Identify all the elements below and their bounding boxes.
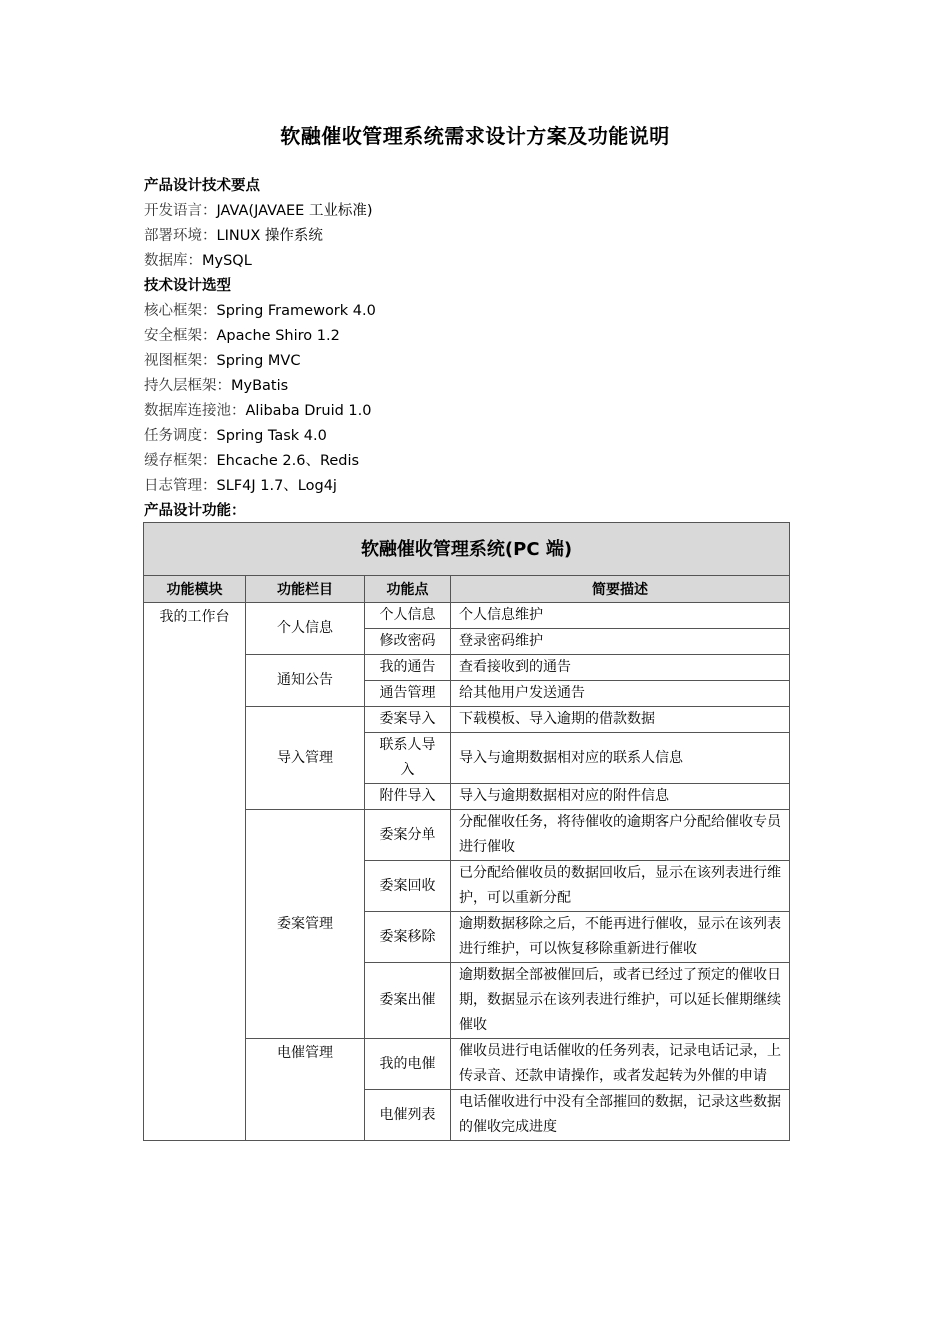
tech-item-value: Spring MVC (216, 353, 301, 369)
functions-heading: 产品设计功能： (144, 503, 246, 519)
tech-item (144, 349, 804, 374)
point-cell: 委案出催 (365, 963, 451, 1039)
header-module: 功能模块 (144, 576, 246, 603)
description-cell: 给其他用户发送通告 (451, 681, 790, 707)
tech-item-label: 日志管理： (144, 478, 217, 494)
tech-item (144, 424, 804, 449)
header-description: 简要描述 (451, 576, 790, 603)
description-cell: 已分配给催收员的数据回收后，显示在该列表进行维护，可以重新分配 (451, 861, 790, 912)
tech-selection-heading: 技术设计选型 (144, 278, 231, 294)
description-cell: 导入与逾期数据相对应的附件信息 (451, 784, 790, 810)
deploy-env-label: 部署环境： (144, 228, 217, 244)
tech-item (144, 374, 804, 399)
description-cell: 电话催收进行中没有全部摧回的数据，记录这些数据的催收完成进度 (451, 1090, 790, 1141)
database-label: 数据库： (144, 253, 202, 269)
point-cell: 我的电催 (365, 1039, 451, 1090)
tech-points-heading: 产品设计技术要点 (144, 178, 260, 194)
description-cell: 登录密码维护 (451, 629, 790, 655)
tech-item-label: 安全框架： (144, 328, 217, 344)
column-cell: 通知公告 (246, 655, 365, 707)
database-value: MySQL (202, 253, 252, 269)
tech-item-value: Alibaba Druid 1.0 (245, 403, 372, 419)
tech-spec-section (144, 174, 804, 524)
tech-item-value: Apache Shiro 1.2 (216, 328, 340, 344)
column-cell: 个人信息 (246, 603, 365, 655)
database-line (144, 249, 804, 274)
tech-item-label: 缓存框架： (144, 453, 217, 469)
description-cell: 下载模板、导入逾期的借款数据 (451, 707, 790, 733)
point-cell: 委案分单 (365, 810, 451, 861)
dev-language-label: 开发语言： (144, 203, 217, 219)
tech-item (144, 299, 804, 324)
tech-item-value: Ehcache 2.6、Redis (216, 453, 360, 469)
tech-item-label: 持久层框架： (144, 378, 231, 394)
tech-item (144, 399, 804, 424)
point-cell: 附件导入 (365, 784, 451, 810)
point-cell: 修改密码 (365, 629, 451, 655)
table-title: 软融催收管理系统(PC 端) (144, 523, 790, 576)
column-cell: 委案管理 (246, 810, 365, 1039)
table-row (144, 603, 790, 629)
description-cell: 催收员进行电话催收的任务列表，记录电话记录，上传录音、还款申请操作，或者发起转为外催的申请 (451, 1039, 790, 1090)
tech-item (144, 449, 804, 474)
column-cell: 电催管理 (246, 1039, 365, 1141)
deploy-env-value: LINUX 操作系统 (216, 228, 323, 244)
tech-item-label: 核心框架： (144, 303, 217, 319)
tech-item-label: 任务调度： (144, 428, 217, 444)
tech-item-value: Spring Framework 4.0 (216, 303, 376, 319)
function-table (143, 522, 790, 1141)
point-cell: 委案导入 (365, 707, 451, 733)
header-column: 功能栏目 (246, 576, 365, 603)
point-cell: 个人信息 (365, 603, 451, 629)
description-cell: 逾期数据移除之后，不能再进行催收，显示在该列表进行维护，可以恢复移除重新进行催收 (451, 912, 790, 963)
point-cell: 委案回收 (365, 861, 451, 912)
table-header-row (144, 576, 790, 603)
description-cell: 分配催收任务，将待催收的逾期客户分配给催收专员进行催收 (451, 810, 790, 861)
description-cell: 逾期数据全部被催回后，或者已经过了预定的催收日期，数据显示在该列表进行维护，可以延长催期继续催收 (451, 963, 790, 1039)
tech-item-label: 视图框架： (144, 353, 217, 369)
description-cell: 导入与逾期数据相对应的联系人信息 (451, 733, 790, 784)
tech-item (144, 474, 804, 499)
tech-item-value: MyBatis (231, 378, 289, 394)
point-cell: 电催列表 (365, 1090, 451, 1141)
description-cell: 查看接收到的通告 (451, 655, 790, 681)
point-cell: 联系人导入 (365, 733, 451, 784)
tech-item (144, 324, 804, 349)
point-cell: 委案移除 (365, 912, 451, 963)
tech-item-value: SLF4J 1.7、Log4j (216, 478, 337, 494)
module-cell: 我的工作台 (144, 603, 246, 1141)
column-cell: 导入管理 (246, 707, 365, 810)
description-cell: 个人信息维护 (451, 603, 790, 629)
document-title: 软融催收管理系统需求设计方案及功能说明 (280, 124, 670, 148)
deploy-env-line (144, 224, 804, 249)
tech-item-label: 数据库连接池： (144, 403, 246, 419)
tech-item-value: Spring Task 4.0 (216, 428, 327, 444)
point-cell: 我的通告 (365, 655, 451, 681)
point-cell: 通告管理 (365, 681, 451, 707)
dev-language-line (144, 199, 804, 224)
header-point: 功能点 (365, 576, 451, 603)
dev-language-value: JAVA(JAVAEE 工业标准) (216, 203, 373, 219)
